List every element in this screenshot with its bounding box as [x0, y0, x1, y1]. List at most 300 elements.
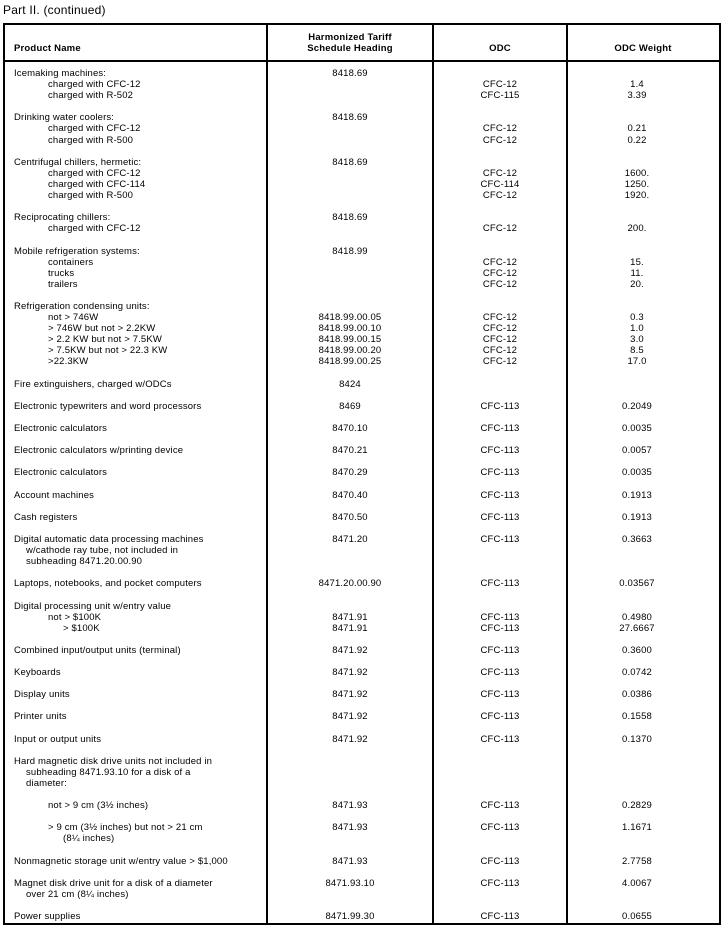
- odc-weight-value: 8.5: [630, 345, 644, 357]
- product-name-cell: [5, 689, 267, 700]
- table-row-group: [5, 490, 719, 501]
- hts-heading-value: 8418.69: [332, 68, 368, 79]
- hts-heading-value: 8471.91: [332, 611, 368, 623]
- hts-heading-cell: [267, 601, 433, 634]
- column-separator: [266, 25, 268, 923]
- odc-weight-value: 0.3600: [622, 644, 652, 656]
- odc-weight-cell: [567, 911, 719, 922]
- product-name-cell: [5, 423, 267, 434]
- odc-value: [433, 301, 567, 312]
- odc-value: CFC-12: [482, 79, 518, 91]
- hts-heading-cell: [267, 800, 433, 811]
- column-separator: [432, 25, 434, 923]
- hts-heading-cell: [267, 68, 433, 101]
- hts-heading-cell: [267, 512, 433, 523]
- hts-heading-value: 8471.20.00.90: [318, 578, 382, 590]
- odc-weight-cell: [567, 212, 719, 234]
- odc-cell: [433, 68, 567, 101]
- odc-weight-value: [567, 889, 719, 900]
- odc-value: CFC-12: [482, 223, 518, 235]
- hts-heading-value: 8418.69: [332, 112, 368, 124]
- hts-heading-cell: [267, 822, 433, 844]
- odc-cell: [433, 301, 567, 368]
- odc-value: CFC-113: [480, 800, 520, 812]
- odc-value: [433, 889, 567, 900]
- product-name-line: Laptops, notebooks, and pocket computers: [14, 578, 202, 590]
- col-header-odc: ODC: [489, 43, 511, 55]
- odc-weight-value: 0.3: [630, 312, 644, 324]
- odc-value: CFC-113: [480, 511, 520, 523]
- hts-heading-cell: [267, 157, 433, 201]
- hts-heading-value: [267, 601, 433, 612]
- hts-heading-cell: [267, 490, 433, 501]
- product-name-cell: [5, 578, 267, 589]
- product-name-line: charged with R-502: [48, 90, 134, 102]
- odc-weight-cell: [567, 534, 719, 567]
- odc-value: [433, 545, 567, 556]
- product-name-line: charged with R-500: [48, 134, 134, 146]
- hts-heading-cell: [267, 401, 433, 412]
- odc-weight-cell: [567, 490, 719, 501]
- product-name-cell: [5, 467, 267, 478]
- odc-value: CFC-12: [482, 312, 518, 324]
- odc-weight-value: 1.1671: [622, 822, 652, 834]
- product-name-line: Electronic calculators: [14, 467, 108, 479]
- hts-heading-value: 8471.93: [332, 855, 368, 867]
- table-row-group: [5, 467, 719, 478]
- hts-heading-value: 8418.99.00.25: [318, 356, 382, 368]
- col-header-odc-weight: ODC Weight: [614, 43, 672, 55]
- hts-heading-cell: [267, 534, 433, 567]
- hts-heading-value: 8418.99.00.15: [318, 334, 382, 346]
- hts-heading-value: 8418.69: [332, 156, 368, 168]
- odc-value: [433, 112, 567, 123]
- odc-weight-value: 0.1913: [622, 489, 652, 501]
- odc-value: CFC-113: [480, 467, 520, 479]
- product-name-cell: [5, 822, 267, 844]
- product-name-line: Account machines: [14, 489, 95, 501]
- hts-heading-value: [267, 833, 433, 844]
- product-name-line: subheading 8471.20.00.90: [26, 556, 143, 568]
- product-name-line: charged with CFC-12: [48, 123, 141, 135]
- hts-heading-value: 8418.99.00.05: [318, 312, 382, 324]
- table-row-group: [5, 68, 719, 101]
- table-row-group: [5, 445, 719, 456]
- odc-weight-value: [567, 545, 719, 556]
- hts-heading-cell: [267, 467, 433, 478]
- product-name-line: charged with CFC-12: [48, 79, 141, 91]
- odc-cell: [433, 911, 567, 922]
- odc-cell: [433, 157, 567, 201]
- product-name-line: Reciprocating chillers:: [14, 212, 111, 224]
- hts-heading-cell: [267, 379, 433, 390]
- table-row-group: [5, 578, 719, 589]
- odc-value: [433, 756, 567, 767]
- odc-weight-value: 0.0386: [622, 689, 652, 701]
- product-name-cell: [5, 112, 267, 145]
- product-name-line: not > 9 cm (3½ inches): [48, 800, 149, 812]
- hts-heading-value: 8470.50: [332, 511, 368, 523]
- odc-cell: [433, 212, 567, 234]
- odc-weight-value: [567, 556, 719, 567]
- product-name-cell: [5, 301, 267, 368]
- hts-heading-value: 8470.29: [332, 467, 368, 479]
- hts-heading-value: [267, 123, 433, 134]
- odc-weight-value: 11.: [630, 267, 644, 279]
- odc-value: [433, 157, 567, 168]
- product-name-line: Digital processing unit w/entry value: [14, 600, 172, 612]
- product-name-line: Printer units: [14, 711, 67, 723]
- product-name-line: not > $100K: [48, 611, 102, 623]
- odc-weight-value: 0.1558: [622, 711, 652, 723]
- odc-weight-value: 15.: [630, 256, 644, 268]
- odc-weight-value: 1.4: [630, 79, 644, 91]
- odc-cell: [433, 822, 567, 844]
- table-row-group: [5, 645, 719, 656]
- odc-value: [433, 601, 567, 612]
- odc-weight-value: 0.21: [627, 123, 647, 135]
- table-row-group: [5, 301, 719, 368]
- odc-value: CFC-12: [482, 167, 518, 179]
- table-row-group: [5, 534, 719, 567]
- odc-weight-value: 4.0067: [622, 877, 652, 889]
- hts-heading-value: 8470.40: [332, 489, 368, 501]
- odc-weight-cell: [567, 512, 719, 523]
- hts-heading-value: [267, 168, 433, 179]
- odc-cell: [433, 800, 567, 811]
- odc-cell: [433, 112, 567, 145]
- product-name-cell: [5, 534, 267, 567]
- hts-heading-cell: [267, 667, 433, 678]
- odc-weight-value: [567, 246, 719, 257]
- odc-value: CFC-113: [480, 489, 520, 501]
- product-name-line: Icemaking machines:: [14, 68, 107, 79]
- product-name-cell: [5, 911, 267, 922]
- odc-weight-cell: [567, 157, 719, 201]
- product-name-line: Refrigeration condensing units:: [14, 300, 150, 312]
- hts-heading-cell: [267, 423, 433, 434]
- product-name-line: Power supplies: [14, 911, 81, 923]
- odc-weight-value: 0.2049: [622, 400, 652, 412]
- product-name-cell: [5, 756, 267, 789]
- odc-weight-value: 1.0: [630, 323, 644, 335]
- product-name-line: diameter:: [26, 778, 67, 789]
- product-name-line: Cash registers: [14, 511, 78, 523]
- product-name-line: Display units: [14, 689, 70, 701]
- odc-weight-cell: [567, 734, 719, 745]
- odc-weight-cell: [567, 246, 719, 290]
- hts-heading-value: 8471.20: [332, 533, 368, 545]
- odc-value: CFC-113: [480, 423, 520, 434]
- product-name-line: > $100K: [63, 622, 100, 634]
- odc-value: CFC-113: [480, 877, 520, 889]
- odc-cell: [433, 667, 567, 678]
- odc-weight-cell: [567, 112, 719, 145]
- product-name-line: Mobile refrigeration systems:: [14, 245, 140, 257]
- product-name-cell: [5, 878, 267, 900]
- odc-cell: [433, 734, 567, 745]
- hts-heading-cell: [267, 578, 433, 589]
- odc-value: CFC-113: [480, 445, 520, 457]
- product-name-cell: [5, 711, 267, 722]
- odc-weight-value: 17.0: [627, 356, 647, 368]
- odc-value: [433, 246, 567, 257]
- odc-cell: [433, 534, 567, 567]
- odc-cell: [433, 645, 567, 656]
- odc-weight-value: [567, 301, 719, 312]
- odc-value: CFC-12: [482, 323, 518, 335]
- product-name-line: > 7.5KW but not > 22.3 KW: [48, 345, 168, 357]
- odc-value: CFC-12: [482, 123, 518, 135]
- odc-weight-value: 0.4980: [622, 611, 652, 623]
- table-row-group: [5, 112, 719, 145]
- product-name-cell: [5, 800, 267, 811]
- odc-weight-cell: [567, 401, 719, 412]
- odc-cell: [433, 578, 567, 589]
- odc-weight-value: 27.6667: [619, 622, 655, 634]
- product-name-cell: [5, 667, 267, 678]
- odc-weight-value: [567, 767, 719, 778]
- hts-heading-value: 8418.99.00.10: [318, 323, 382, 335]
- product-name-cell: [5, 734, 267, 745]
- odc-weight-cell: [567, 601, 719, 634]
- odc-value: CFC-113: [480, 667, 520, 679]
- odc-value: CFC-12: [482, 356, 518, 368]
- table-row-group: [5, 401, 719, 412]
- table-row-group: [5, 822, 719, 844]
- odc-weight-cell: [567, 467, 719, 478]
- hts-heading-cell: [267, 246, 433, 290]
- product-name-line: Keyboards: [14, 667, 61, 679]
- odc-weight-value: [567, 778, 719, 789]
- odc-weight-value: [567, 756, 719, 767]
- odc-weight-value: [567, 112, 719, 123]
- table-row-group: [5, 512, 719, 523]
- product-name-line: trailers: [48, 278, 78, 290]
- table-row-group: [5, 878, 719, 900]
- product-name-cell: [5, 379, 267, 390]
- odc-value: CFC-113: [480, 578, 520, 590]
- odc-weight-cell: [567, 445, 719, 456]
- hts-heading-value: [267, 135, 433, 146]
- odc-value: CFC-113: [480, 855, 520, 867]
- product-name-line: charged with R-500: [48, 190, 134, 202]
- hts-heading-value: 8471.92: [332, 711, 368, 723]
- odc-weight-value: 0.1913: [622, 511, 652, 523]
- product-name-line: not > 746W: [48, 312, 99, 324]
- product-name-line: Input or output units: [14, 733, 102, 745]
- table-row-group: [5, 246, 719, 290]
- product-name-line: trucks: [48, 267, 75, 279]
- odc-value: CFC-12: [482, 267, 518, 279]
- odc-weight-value: [567, 601, 719, 612]
- hts-heading-value: 8424: [339, 378, 361, 390]
- table-body: [5, 62, 719, 922]
- hts-heading-cell: [267, 711, 433, 722]
- odc-value: CFC-113: [480, 711, 520, 723]
- product-name-line: >22.3KW: [48, 356, 89, 368]
- hts-heading-value: [267, 279, 433, 290]
- col-header-hts-line1: Harmonized Tariff: [308, 32, 392, 44]
- odc-cell: [433, 856, 567, 867]
- odc-value: CFC-12: [482, 334, 518, 346]
- hts-heading-value: 8418.99: [332, 245, 368, 257]
- odc-weight-cell: [567, 68, 719, 101]
- odc-weight-value: 0.0035: [622, 467, 652, 479]
- odc-weight-cell: [567, 578, 719, 589]
- odc-weight-cell: [567, 878, 719, 900]
- tariff-table: [3, 23, 721, 925]
- odc-value: CFC-12: [482, 256, 518, 268]
- table-row-group: [5, 667, 719, 678]
- hts-heading-value: [267, 778, 433, 789]
- odc-weight-cell: [567, 756, 719, 789]
- table-row-group: [5, 911, 719, 922]
- hts-heading-value: [267, 545, 433, 556]
- odc-weight-cell: [567, 856, 719, 867]
- table-row-group: [5, 800, 719, 811]
- odc-cell: [433, 512, 567, 523]
- odc-value: [433, 68, 567, 79]
- hts-heading-value: [267, 79, 433, 90]
- table-row-group: [5, 601, 719, 634]
- hts-heading-value: 8471.92: [332, 667, 368, 679]
- product-name-cell: [5, 401, 267, 412]
- hts-heading-cell: [267, 734, 433, 745]
- table-row-group: [5, 689, 719, 700]
- odc-weight-value: 0.0035: [622, 423, 652, 434]
- odc-weight-value: 0.3663: [622, 533, 652, 545]
- odc-value: CFC-113: [480, 611, 520, 623]
- hts-heading-cell: [267, 878, 433, 900]
- hts-heading-cell: [267, 689, 433, 700]
- odc-value: CFC-113: [480, 644, 520, 656]
- hts-heading-cell: [267, 112, 433, 145]
- product-name-cell: [5, 246, 267, 290]
- odc-weight-cell: [567, 822, 719, 844]
- product-name-line: Electronic typewriters and word processors: [14, 400, 202, 412]
- odc-weight-value: 20.: [630, 278, 644, 290]
- odc-value: CFC-113: [480, 822, 520, 834]
- hts-heading-value: [267, 90, 433, 101]
- product-name-cell: [5, 856, 267, 867]
- odc-cell: [433, 467, 567, 478]
- hts-heading-cell: [267, 911, 433, 922]
- hts-heading-value: [267, 179, 433, 190]
- hts-heading-value: 8471.99.30: [325, 911, 375, 923]
- product-name-line: (8¼ inches): [63, 833, 115, 845]
- odc-value: CFC-113: [480, 733, 520, 745]
- hts-heading-value: 8471.91: [332, 622, 368, 634]
- table-row-group: [5, 756, 719, 789]
- product-name-line: charged with CFC-12: [48, 167, 141, 179]
- product-name-line: subheading 8471.93.10 for a disk of a: [26, 766, 191, 778]
- odc-cell: [433, 379, 567, 390]
- odc-weight-cell: [567, 379, 719, 390]
- odc-value: CFC-113: [480, 911, 520, 923]
- hts-heading-value: [267, 257, 433, 268]
- odc-weight-value: 0.03567: [619, 578, 655, 590]
- product-name-cell: [5, 157, 267, 201]
- column-separator: [566, 25, 568, 923]
- product-name-line: Centrifugal chillers, hermetic:: [14, 156, 142, 168]
- odc-weight-value: 0.1370: [622, 733, 652, 745]
- product-name-line: Electronic calculators w/printing device: [14, 445, 184, 457]
- odc-value: [433, 833, 567, 844]
- odc-cell: [433, 445, 567, 456]
- odc-weight-cell: [567, 800, 719, 811]
- odc-value: [433, 767, 567, 778]
- table-row-group: [5, 157, 719, 201]
- product-name-cell: [5, 212, 267, 234]
- odc-weight-value: 0.0742: [622, 667, 652, 679]
- odc-weight-value: 2.7758: [622, 855, 652, 867]
- hts-heading-value: [267, 756, 433, 767]
- product-name-line: Electronic calculators: [14, 423, 108, 434]
- table-header-row: [5, 25, 719, 60]
- table-row-group: [5, 423, 719, 434]
- odc-value: CFC-114: [480, 178, 520, 190]
- odc-cell: [433, 490, 567, 501]
- odc-value: CFC-115: [480, 90, 520, 102]
- odc-weight-cell: [567, 711, 719, 722]
- odc-value: [433, 778, 567, 789]
- odc-cell: [433, 711, 567, 722]
- hts-heading-cell: [267, 212, 433, 234]
- col-header-hts-line2: Schedule Heading: [307, 43, 393, 55]
- odc-cell: [433, 878, 567, 900]
- table-row-group: [5, 734, 719, 745]
- hts-heading-value: 8418.69: [332, 212, 368, 224]
- hts-heading-value: 8470.10: [332, 423, 368, 434]
- odc-value: [433, 556, 567, 567]
- odc-weight-value: 0.22: [627, 134, 647, 146]
- product-name-line: Nonmagnetic storage unit w/entry value > $1,000: [14, 855, 228, 867]
- odc-weight-value: [567, 379, 719, 390]
- odc-value: CFC-12: [482, 278, 518, 290]
- product-name-line: Magnet disk drive unit for a disk of a diameter: [14, 877, 213, 889]
- product-name-line: over 21 cm (8¼ inches): [26, 888, 129, 900]
- odc-value: CFC-12: [482, 345, 518, 357]
- hts-heading-value: [267, 268, 433, 279]
- hts-heading-value: 8471.92: [332, 689, 368, 701]
- odc-weight-value: [567, 833, 719, 844]
- product-name-cell: [5, 490, 267, 501]
- hts-heading-value: [267, 889, 433, 900]
- odc-weight-value: [567, 212, 719, 223]
- hts-heading-value: 8470.21: [332, 445, 368, 457]
- hts-heading-cell: [267, 445, 433, 456]
- table-row-group: [5, 711, 719, 722]
- odc-cell: [433, 689, 567, 700]
- hts-heading-value: 8471.93: [332, 822, 368, 834]
- page-title: Part II. (continued): [3, 3, 106, 17]
- odc-weight-cell: [567, 689, 719, 700]
- col-header-hts-heading: [267, 33, 433, 60]
- odc-weight-value: 1920.: [624, 190, 650, 202]
- hts-heading-cell: [267, 856, 433, 867]
- table-row-group: [5, 856, 719, 867]
- product-name-line: charged with CFC-12: [48, 223, 141, 235]
- odc-cell: [433, 423, 567, 434]
- odc-weight-cell: [567, 645, 719, 656]
- odc-value: CFC-113: [480, 533, 520, 545]
- odc-cell: [433, 601, 567, 634]
- product-name-line: > 746W but not > 2.2KW: [48, 323, 156, 335]
- odc-weight-cell: [567, 667, 719, 678]
- product-name-line: charged with CFC-114: [48, 178, 146, 190]
- product-name-line: > 9 cm (3½ inches) but not > 21 cm: [48, 822, 203, 834]
